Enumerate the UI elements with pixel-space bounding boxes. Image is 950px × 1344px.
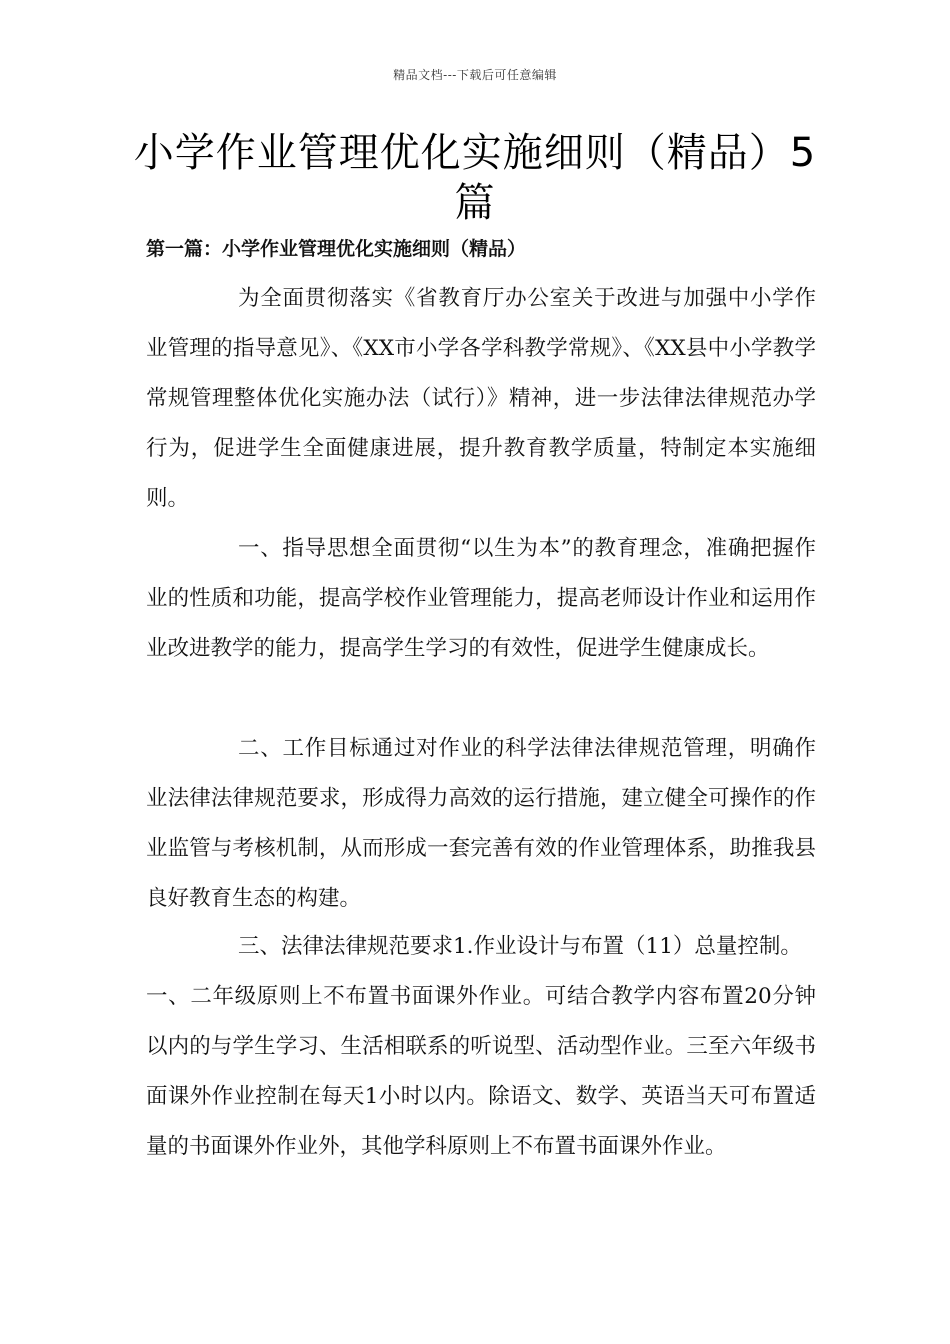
paragraph-guiding-ideology: 一、指导思想全面贯彻“以生为本”的教育理念，准确把握作业的性质和功能，提高学校作业管理能力，提高老师设计作业和运用作业改进教学的能力，提高学生学习的有效性，促进学生健康成长。	[146, 536, 816, 661]
paragraph-requirements: 三、法律法律规范要求1.作业设计与布置（11）总量控制。	[238, 934, 802, 959]
document-title: 小学作业管理优化实施细则（精品）5篇	[133, 130, 817, 226]
paragraph-intro: 为全面贯彻落实《省教育厅办公室关于改进与加强中小学作业管理的指导意见》、《XX市小学各学科教学常规》、《XX县中小学教学常规管理整体优化实施办法（试行）》精神，进一步法律法律规范办学行为，促进学生全面健康进展，提升教育教学质量，特制定本实施细则。	[146, 286, 816, 511]
paragraph-work-goals: 二、工作目标通过对作业的科学法律法律规范管理，明确作业法律法律规范要求，形成得力高效的运行措施，建立健全可操作的作业监管与考核机制，从而形成一套完善有效的作业管理体系，助推我县良好教育生态的构建。	[146, 736, 816, 911]
header-note: 精品文档---下载后可任意编辑	[393, 68, 557, 82]
section-heading: 第一篇：小学作业管理优化实施细则（精品）	[146, 238, 527, 260]
paragraph-requirements-detail: 一、二年级原则上不布置书面课外作业。可结合教学内容布置20分钟以内的与学生学习、生活相联系的听说型、活动型作业。三至六年级书面课外作业控制在每天1小时以内。除语文、数学、英语当天可布置适量的书面课外作业外，其他学科原则上不布置书面课外作业。	[146, 984, 816, 1159]
